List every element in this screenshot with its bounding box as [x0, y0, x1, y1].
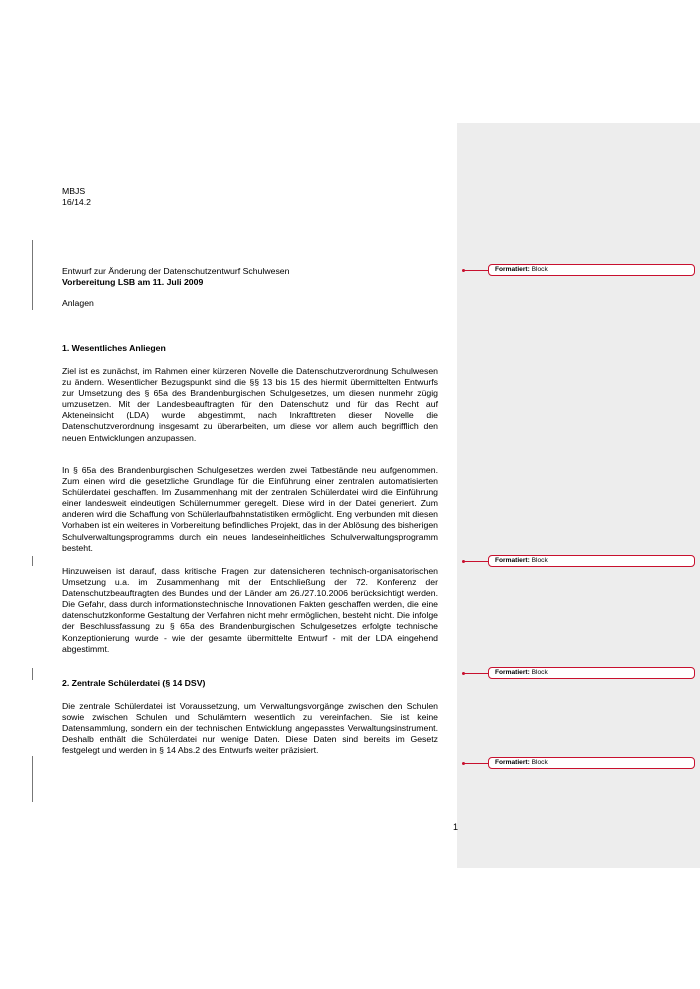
change-bar	[32, 240, 33, 310]
section-1-paragraph-3: Hinzuweisen ist darauf, dass kritische Fragen zur datensicheren technisch-organisatorischen Umsetzung u.a. im Zusammenhang mit der Entschließung der 72. Konferenz der Datenschutzbeauftragten des Bundes und der Länder am 26./27.10.2006 berücksichtigt werden. Die Gefahr, dass durch informationstechnische Innovationen Fakten geschaffen werden, die eine datenschutzkonforme Gestaltung der Verfahren nicht mehr ermöglichen, besteht nicht. Die infolge der Beschlussfassung zu § 65a des Brandenburgischen Schulgesetzes erfolgte technische Konzeptionierung wurde - wie der gesamte übermittelte Entwurf - mit der LDA eingehend abgestimmt.	[62, 566, 438, 654]
section-1-paragraph-1: Ziel ist es zunächst, im Rahmen einer kürzeren Novelle die Datenschutzverordnung Schulwesen zu ändern. Wesentlicher Bezugspunkt sind die §§ 13 bis 15 des hiermit übermittelten Entwurfs zur Umsetzung des § 65a des Brandenburgischen Schulgesetzes, um diesen nunmehr zügig umzusetzen. Mit der Landesbeauftragten für den Datenschutz und für das Recht auf Akteneinsicht (LDA) wurde abgestimmt, nach Inkrafttreten dieser Novelle die Datenschutzverordnung insgesamt zu überarbeiten, um diese vor allem auch begrifflich den neuen Entwicklungen anzupassen.	[62, 366, 438, 443]
comment-value: Block	[531, 669, 548, 676]
page-number: 1	[453, 822, 459, 832]
comment-value: Block	[531, 759, 548, 766]
change-bar	[32, 556, 33, 566]
section-2-heading: 2. Zentrale Schülerdatei (§ 14 DSV)	[62, 678, 206, 688]
comment-label: Formatiert:	[495, 759, 530, 766]
doc-title: Entwurf zur Änderung der Datenschutzentwurf Schulwesen	[62, 266, 290, 276]
header-org: MBJS	[62, 186, 86, 196]
comment-label: Formatiert:	[495, 669, 530, 676]
change-bar	[32, 756, 33, 802]
change-bar	[32, 668, 33, 680]
comment-connector	[464, 270, 488, 271]
section-1-heading: 1. Wesentliches Anliegen	[62, 343, 166, 353]
comment-label: Formatiert:	[495, 557, 530, 564]
comment-label: Formatiert:	[495, 266, 530, 273]
comment-connector	[464, 673, 488, 674]
comment-balloon[interactable]	[488, 757, 695, 769]
comment-balloon[interactable]	[488, 667, 695, 679]
comment-balloon[interactable]	[488, 555, 695, 567]
attachments-label: Anlagen	[62, 298, 94, 308]
comment-value: Block	[531, 266, 548, 273]
section-2-paragraph-1: Die zentrale Schülerdatei ist Voraussetzung, um Verwaltungsvorgänge zwischen den Schulen sowie zwischen Schulen und Schulämtern wesentlich zu vereinfachen. Sie ist keine Datensammlung, sondern ein der technischen Entwicklung angepasstes Verwaltungsinstrument. Deshalb enthält die Schülerdatei nur wenige Daten. Diese Daten sind bereits im Gesetz festgelegt und werden in § 14 Abs.2 des Entwurfs weiter präzisiert.	[62, 701, 438, 756]
section-1-paragraph-2: In § 65a des Brandenburgischen Schulgesetzes werden zwei Tatbestände neu aufgenommen. Zum einen wird die gesetzliche Grundlage für die Einführung einer zentralen automatisierten Schülerdatei geschaffen. Im Zusammenhang mit der zentralen Schülerdatei wird die Einführung einer landesweit eindeutigen Schülernummer geregelt. Diese wird in der Datei generiert. Zum anderen wird die Schaffung von Schülerlaufbahnstatistiken ermöglicht. Eng verbunden mit diesen Vorhaben ist ein weiteres in Vorbereitung befindliches Projekt, das in der Ablösung des bisherigen Schulverwaltungsprogramms durch ein neues landeseinheitliches Schulverwaltungsprogramm besteht.	[62, 465, 438, 553]
comment-value: Block	[531, 557, 548, 564]
header-ref: 16/14.2	[62, 197, 91, 207]
doc-subtitle: Vorbereitung LSB am 11. Juli 2009	[62, 277, 204, 287]
comment-connector	[464, 561, 488, 562]
comment-connector	[464, 763, 488, 764]
comment-balloon[interactable]	[488, 264, 695, 276]
